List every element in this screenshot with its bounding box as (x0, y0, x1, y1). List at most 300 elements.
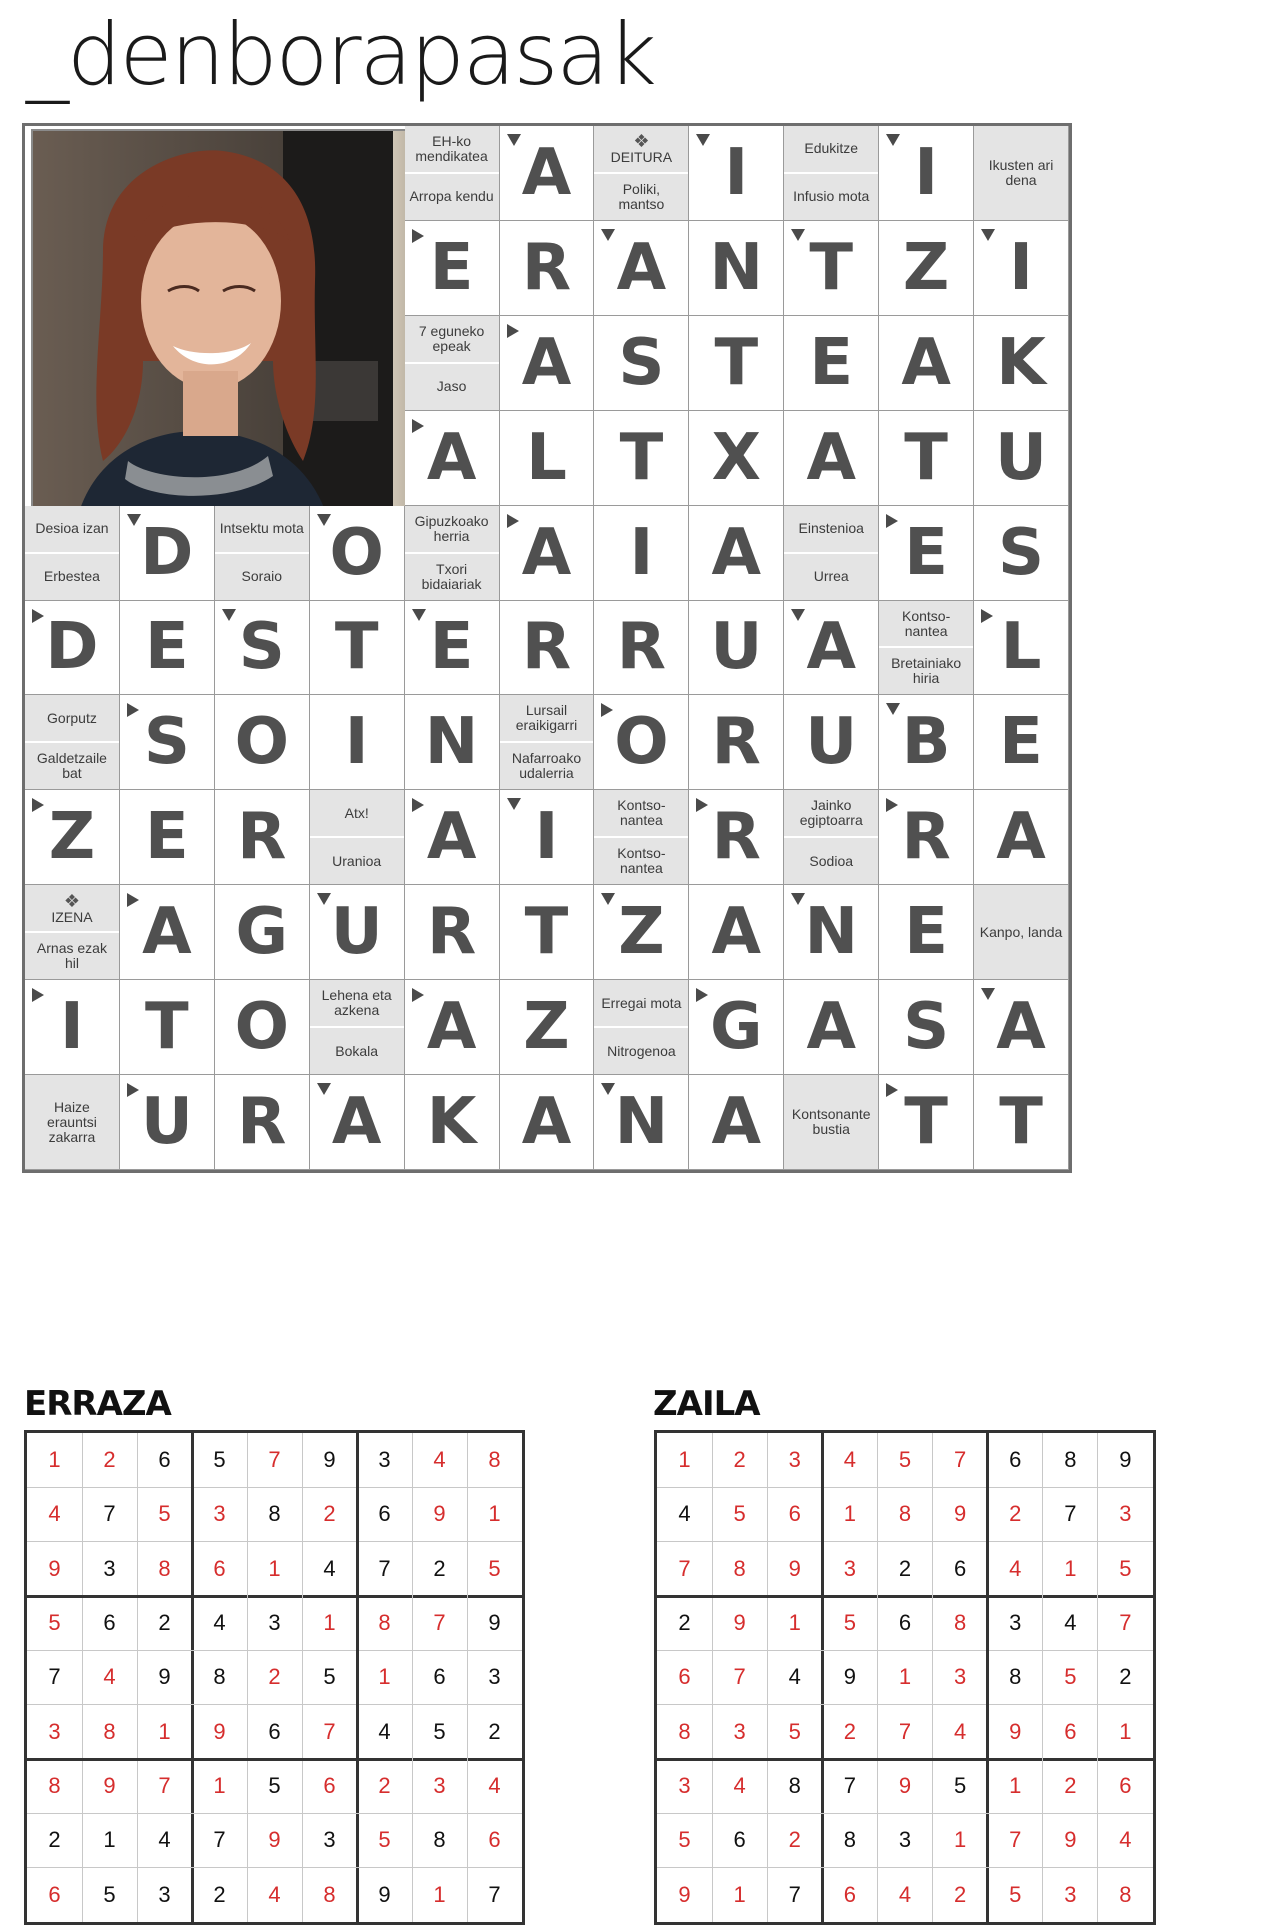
sudoku-cell: 3 (103, 1555, 116, 1581)
crossword-letter: I (1009, 230, 1033, 305)
sudoku-cell: 1 (488, 1501, 501, 1527)
sudoku-cell: 1 (323, 1610, 336, 1636)
sudoku-cell: 6 (323, 1773, 336, 1799)
sudoku-cell: 8 (898, 1501, 912, 1527)
crossword-letter-cell (784, 601, 879, 696)
sudoku-cell: 9 (158, 1664, 171, 1690)
sudoku-cell: 3 (1119, 1501, 1132, 1527)
clue-text (405, 126, 499, 172)
clue-label: Jainko egiptoarra (799, 797, 863, 829)
sudoku-hard-title: ZAILA (653, 1384, 760, 1424)
crossword-letter: O (329, 515, 384, 590)
crossword-letter: T (524, 895, 569, 970)
sudoku-cell: 8 (433, 1827, 446, 1853)
crossword-letter-cell (120, 695, 215, 790)
crossword-letter-cell (974, 316, 1069, 411)
crossword-letter: O (234, 705, 289, 780)
sudoku-cell: 8 (103, 1718, 116, 1744)
diamond-icon: ❖ (63, 890, 81, 911)
crossword-letter: N (424, 705, 479, 780)
clue-label: Urrea (813, 568, 849, 585)
crossword-letter-cell (974, 601, 1069, 696)
sudoku-cell: 8 (213, 1664, 226, 1690)
portrait-photo (31, 129, 439, 541)
sudoku-hard-grid (654, 1430, 1156, 1925)
crossword-clue-cell (215, 506, 310, 601)
sudoku-cell: 9 (433, 1501, 446, 1527)
sudoku-cell: 6 (733, 1827, 746, 1853)
sudoku-cell: 9 (898, 1773, 912, 1799)
sudoku-cell: 8 (953, 1610, 967, 1636)
sudoku-cell: 3 (488, 1664, 501, 1690)
clue-text (405, 316, 499, 362)
crossword-letter-cell (215, 790, 310, 885)
crossword-letter: A (616, 230, 667, 305)
clue-text (784, 836, 878, 884)
arrow-right-icon (32, 609, 44, 623)
crossword-letter-cell (879, 316, 974, 411)
clue-label: Haize erauntsi zakarra (47, 1098, 97, 1145)
clue-label: Kanpo, landa (979, 923, 1063, 940)
crossword-letter: E (904, 895, 948, 970)
sudoku-cell: 4 (898, 1881, 912, 1907)
crossword-letter: I (344, 705, 369, 780)
crossword-letter: N (709, 230, 764, 305)
arrow-right-icon (696, 798, 708, 812)
crossword-letter-cell (405, 695, 500, 790)
crossword-letter: R (521, 610, 572, 685)
clue-label: Arropa kendu (409, 188, 494, 205)
crossword-letter-cell (689, 126, 784, 221)
sudoku-cell: 2 (1009, 1501, 1022, 1527)
crossword-letter-cell (974, 221, 1069, 316)
crossword-letter: R (711, 800, 761, 875)
arrow-right-icon (886, 1083, 898, 1097)
crossword-letter-cell (879, 695, 974, 790)
crossword-letter: U (995, 420, 1048, 495)
crossword-letter: A (996, 800, 1046, 875)
clue-label: Intsektu mota (219, 520, 304, 537)
clue-text (784, 790, 878, 836)
sudoku-cell: 9 (1064, 1827, 1077, 1853)
sudoku-cell: 7 (953, 1447, 967, 1473)
crossword-letter: B (901, 705, 951, 780)
clue-label: Bretainiako hiria (891, 655, 962, 687)
crossword-letter-cell (405, 221, 500, 316)
sudoku-cell: 1 (103, 1827, 116, 1853)
crossword-letter-cell (405, 885, 500, 980)
sudoku-cell: 4 (678, 1501, 691, 1527)
clue-label: Nafarroako udalerria (511, 750, 582, 782)
sudoku-cell: 5 (213, 1447, 226, 1473)
sudoku-cell: 7 (898, 1718, 912, 1744)
crossword-letter: E (429, 610, 474, 685)
clue-text (310, 1026, 404, 1074)
crossword-letter-cell (500, 506, 595, 601)
crossword-letter-cell (500, 316, 595, 411)
sudoku-cell: 6 (843, 1881, 856, 1907)
sudoku-cell: 2 (433, 1555, 446, 1581)
crossword-letter-cell (879, 411, 974, 506)
crossword-letter-cell (405, 411, 500, 506)
crossword-letter-cell (689, 506, 784, 601)
sudoku-cell: 9 (843, 1664, 856, 1690)
sudoku-cell: 1 (733, 1881, 746, 1907)
sudoku-cell: 3 (843, 1555, 856, 1581)
crossword-letter-cell (974, 411, 1069, 506)
sudoku-cell: 5 (1064, 1664, 1077, 1690)
sudoku-cell: 5 (433, 1718, 446, 1744)
sudoku-cell: 3 (268, 1610, 281, 1636)
sudoku-cell: 7 (843, 1773, 856, 1799)
arrow-down-icon (696, 134, 710, 146)
clue-text (405, 172, 499, 220)
crossword-letter: T (714, 325, 759, 400)
sudoku-cell: 8 (1009, 1664, 1022, 1690)
sudoku-cell: 1 (788, 1610, 801, 1636)
arrow-right-icon (507, 514, 519, 528)
sudoku-cell: 6 (378, 1501, 391, 1527)
arrow-down-icon (601, 893, 615, 905)
crossword-clue-cell (405, 126, 500, 221)
crossword-letter: U (710, 610, 763, 685)
crossword-letter: A (426, 420, 477, 495)
clue-label: Jaso (436, 378, 467, 395)
arrow-down-icon (127, 514, 141, 526)
crossword-letter: D (140, 515, 194, 590)
crossword-letter-cell (879, 980, 974, 1075)
crossword-letter-cell (500, 221, 595, 316)
arrow-down-icon (507, 134, 521, 146)
crossword-letter-cell (784, 411, 879, 506)
crossword-letter-cell (689, 411, 784, 506)
sudoku-cell: 8 (678, 1718, 691, 1744)
crossword-clue-cell (25, 506, 120, 601)
crossword-letter-cell (120, 1075, 215, 1170)
clue-text (879, 646, 973, 694)
crossword-letter: A (806, 420, 856, 495)
crossword-letter-cell (689, 221, 784, 316)
arrow-down-icon (791, 229, 805, 241)
crossword-letter: A (426, 990, 477, 1065)
sudoku-cell: 5 (733, 1501, 746, 1527)
sudoku-cell: 3 (158, 1881, 171, 1907)
clue-text (594, 790, 688, 836)
clue-text (25, 1075, 119, 1169)
arrow-down-icon (981, 988, 995, 1000)
crossword-letter-cell (784, 221, 879, 316)
sudoku-cell: 2 (898, 1555, 912, 1581)
crossword-letter: L (1000, 610, 1042, 685)
arrow-down-icon (507, 798, 521, 810)
crossword-letter: S (143, 705, 190, 780)
arrow-down-icon (317, 1083, 331, 1095)
sudoku-cell: 7 (213, 1827, 226, 1853)
crossword-letter-cell (215, 695, 310, 790)
clue-label: 7 eguneko epeak (418, 322, 485, 354)
sudoku-cell: 2 (378, 1773, 391, 1799)
sudoku-easy-title: ERRAZA (24, 1384, 171, 1424)
sudoku-cell: 3 (378, 1447, 391, 1473)
crossword-letter: N (804, 895, 858, 970)
sudoku-cell: 7 (733, 1664, 746, 1690)
crossword-letter-cell (594, 695, 689, 790)
crossword-clue-cell (974, 126, 1069, 221)
sudoku-cell: 6 (1064, 1718, 1077, 1744)
arrow-right-icon (412, 229, 424, 243)
sudoku-cell: 7 (1009, 1827, 1022, 1853)
clue-text (594, 126, 688, 172)
crossword-clue-cell (594, 790, 689, 885)
clue-text (25, 695, 119, 741)
sudoku-cell: 9 (953, 1501, 967, 1527)
crossword-letter: U (140, 1085, 193, 1160)
arrow-down-icon (601, 1083, 615, 1095)
clue-text (310, 790, 404, 836)
arrow-down-icon (791, 609, 805, 621)
crossword-letter: O (614, 705, 669, 780)
crossword-letter-cell (500, 885, 595, 980)
arrow-down-icon (222, 609, 236, 621)
clue-label: Infusio mota (793, 188, 870, 205)
crossword-letter: N (614, 1085, 669, 1160)
sudoku-cell: 3 (788, 1447, 801, 1473)
arrow-right-icon (412, 798, 424, 812)
sudoku-cell: 5 (158, 1501, 171, 1527)
clue-label: Lehena eta azkena (321, 987, 392, 1019)
sudoku-cell: 9 (488, 1610, 501, 1636)
crossword-letter: X (711, 420, 761, 495)
clue-text (25, 552, 119, 600)
crossword-letter-cell (120, 980, 215, 1075)
crossword-letter: A (711, 515, 762, 590)
sudoku-cell: 4 (48, 1501, 61, 1527)
crossword-letter: A (142, 895, 192, 970)
crossword-letter-cell (974, 695, 1069, 790)
sudoku-cell: 1 (158, 1718, 171, 1744)
sudoku-cell: 7 (1119, 1610, 1132, 1636)
sudoku-cell: 3 (323, 1827, 336, 1853)
crossword-letter-cell (215, 601, 310, 696)
arrow-down-icon (886, 703, 900, 715)
crossword-letter: A (711, 895, 762, 970)
crossword-letter: T (619, 420, 664, 495)
sudoku-cell: 1 (1009, 1773, 1022, 1799)
clue-label: Atx! (344, 804, 369, 821)
clue-label: Lursail eraikigarri (515, 702, 578, 734)
sudoku-cell: 1 (213, 1773, 226, 1799)
crossword-letter-cell (594, 885, 689, 980)
sudoku-cell: 9 (268, 1827, 281, 1853)
sudoku-cell: 7 (788, 1881, 801, 1907)
clue-label: Gorputz (47, 709, 97, 726)
clue-label: Galdetzaile bat (36, 750, 107, 782)
arrow-right-icon (127, 1083, 139, 1097)
clue-label: Nitrogenoa (607, 1042, 676, 1059)
clue-text (25, 506, 119, 552)
crossword-letter-cell (879, 790, 974, 885)
sudoku-cell: 9 (48, 1555, 61, 1581)
sudoku-cell: 6 (953, 1555, 967, 1581)
crossword-clue-cell (500, 695, 595, 790)
sudoku-cell: 8 (843, 1827, 856, 1853)
sudoku-cell: 7 (268, 1447, 281, 1473)
clue-label: Gipuzkoako herria (414, 512, 489, 544)
clue-text (594, 980, 688, 1026)
clue-label: IZENA (51, 908, 93, 925)
sudoku-cell: 1 (1064, 1555, 1077, 1581)
clue-label: Einstenioa (798, 520, 864, 537)
crossword-letter: U (805, 705, 858, 780)
crossword-letter: E (999, 705, 1043, 780)
clue-text (215, 552, 309, 600)
sudoku-cell: 8 (488, 1447, 501, 1473)
crossword-letter: D (45, 610, 99, 685)
sudoku-cell: 8 (158, 1555, 171, 1581)
crossword-clue-cell (310, 980, 405, 1075)
crossword-letter: A (806, 990, 856, 1065)
crossword-letter: I (629, 515, 654, 590)
clue-label: Arnas ezak hil (36, 940, 107, 972)
sudoku-cell: 2 (1119, 1664, 1132, 1690)
sudoku-cell: 2 (48, 1827, 61, 1853)
sudoku-cell: 2 (103, 1447, 116, 1473)
sudoku-cell: 4 (843, 1447, 856, 1473)
sudoku-cell: 1 (898, 1664, 912, 1690)
clue-label: EH-ko mendikatea (415, 132, 488, 164)
sudoku-cell: 4 (733, 1773, 746, 1799)
arrow-right-icon (886, 514, 898, 528)
arrow-down-icon (886, 134, 900, 146)
sudoku-cell: 1 (843, 1501, 856, 1527)
sudoku-cell: 6 (1119, 1773, 1132, 1799)
crossword-letter-cell (879, 126, 974, 221)
crossword-letter-cell (784, 980, 879, 1075)
crossword-letter-cell (974, 790, 1069, 885)
crossword-letter: G (710, 990, 763, 1065)
arrow-right-icon (601, 703, 613, 717)
clue-label: Kontso-nantea (617, 797, 666, 829)
arrow-down-icon (601, 229, 615, 241)
crossword-letter-cell (879, 1075, 974, 1170)
sudoku-easy-grid (24, 1430, 525, 1925)
sudoku-cell: 8 (1064, 1447, 1077, 1473)
clue-text (405, 506, 499, 552)
sudoku-cell: 4 (433, 1447, 446, 1473)
clue-text (310, 836, 404, 884)
crossword-letter: A (331, 1085, 382, 1160)
crossword-clue-cell (974, 885, 1069, 980)
crossword-letter: I (724, 135, 749, 210)
crossword-letter: I (914, 135, 939, 210)
sudoku-cell: 7 (103, 1501, 116, 1527)
sudoku-cell: 4 (158, 1827, 171, 1853)
sudoku-cell: 4 (788, 1664, 801, 1690)
crossword-letter: A (426, 800, 477, 875)
clue-text (405, 362, 499, 410)
sudoku-cell: 2 (953, 1881, 967, 1907)
sudoku-cell: 9 (103, 1773, 116, 1799)
crossword-letter: R (616, 610, 667, 685)
crossword-letter-cell (974, 980, 1069, 1075)
crossword-letter-cell (500, 601, 595, 696)
crossword-letter-cell (120, 790, 215, 885)
crossword-letter-cell (689, 980, 784, 1075)
crossword-letter-cell (594, 411, 689, 506)
sudoku-cell: 4 (953, 1718, 967, 1744)
sudoku-cell: 3 (678, 1773, 691, 1799)
clue-text (215, 506, 309, 552)
sudoku-cell: 5 (843, 1610, 856, 1636)
sudoku-cell: 3 (1064, 1881, 1077, 1907)
sudoku-cell: 2 (158, 1610, 171, 1636)
sudoku-cell: 4 (103, 1664, 116, 1690)
crossword-letter-cell (784, 885, 879, 980)
clue-label: Bokala (335, 1042, 379, 1059)
crossword-clue-cell (784, 790, 879, 885)
clue-label: Kontso-nantea (902, 607, 951, 639)
crossword-letter: R (237, 1085, 287, 1160)
crossword-letter-cell (215, 980, 310, 1075)
crossword-letter: T (334, 610, 379, 685)
crossword-letter: A (996, 990, 1046, 1065)
crossword-letter: T (904, 1085, 948, 1160)
sudoku-cell: 9 (323, 1447, 336, 1473)
clue-text (879, 601, 973, 647)
crossword-letter-cell (25, 790, 120, 885)
crossword-letter: A (711, 1085, 762, 1160)
crossword-letter: A (521, 135, 572, 210)
crossword-letter: E (145, 610, 189, 685)
crossword-letter-cell (120, 885, 215, 980)
crossword-clue-cell (784, 506, 879, 601)
clue-label: Ikusten ari dena (988, 156, 1054, 188)
clue-text (405, 552, 499, 600)
clue-text (784, 126, 878, 172)
sudoku-cell: 3 (1009, 1610, 1022, 1636)
crossword-letter-cell (689, 1075, 784, 1170)
arrow-down-icon (412, 609, 426, 621)
crossword-letter-cell (879, 885, 974, 980)
arrow-right-icon (127, 703, 139, 717)
sudoku-cell: 5 (1119, 1555, 1132, 1581)
clue-text (974, 126, 1068, 220)
crossword-letter: Z (523, 990, 570, 1065)
sudoku-cell: 5 (378, 1827, 391, 1853)
sudoku-cell: 7 (678, 1555, 691, 1581)
sudoku-cell: 1 (953, 1827, 967, 1853)
crossword-clue-cell (879, 601, 974, 696)
crossword-letter: S (238, 610, 285, 685)
crossword-letter-cell (974, 506, 1069, 601)
clue-text (500, 695, 594, 741)
crossword-letter-cell (405, 790, 500, 885)
crossword-letter-cell (784, 695, 879, 790)
sudoku-cell: 4 (378, 1718, 391, 1744)
crossword-letter-cell (500, 126, 595, 221)
sudoku-cell: 7 (378, 1555, 391, 1581)
sudoku-cell: 3 (898, 1827, 912, 1853)
crossword-letter: A (901, 325, 951, 400)
arrow-right-icon (32, 798, 44, 812)
crossword-letter: Z (48, 800, 96, 875)
arrow-right-icon (981, 609, 993, 623)
crossword-letter: R (521, 230, 572, 305)
sudoku-cell: 7 (1064, 1501, 1077, 1527)
clue-label: Desioa izan (35, 520, 109, 537)
sudoku-cell: 5 (788, 1718, 801, 1744)
sudoku-cell: 6 (268, 1718, 281, 1744)
